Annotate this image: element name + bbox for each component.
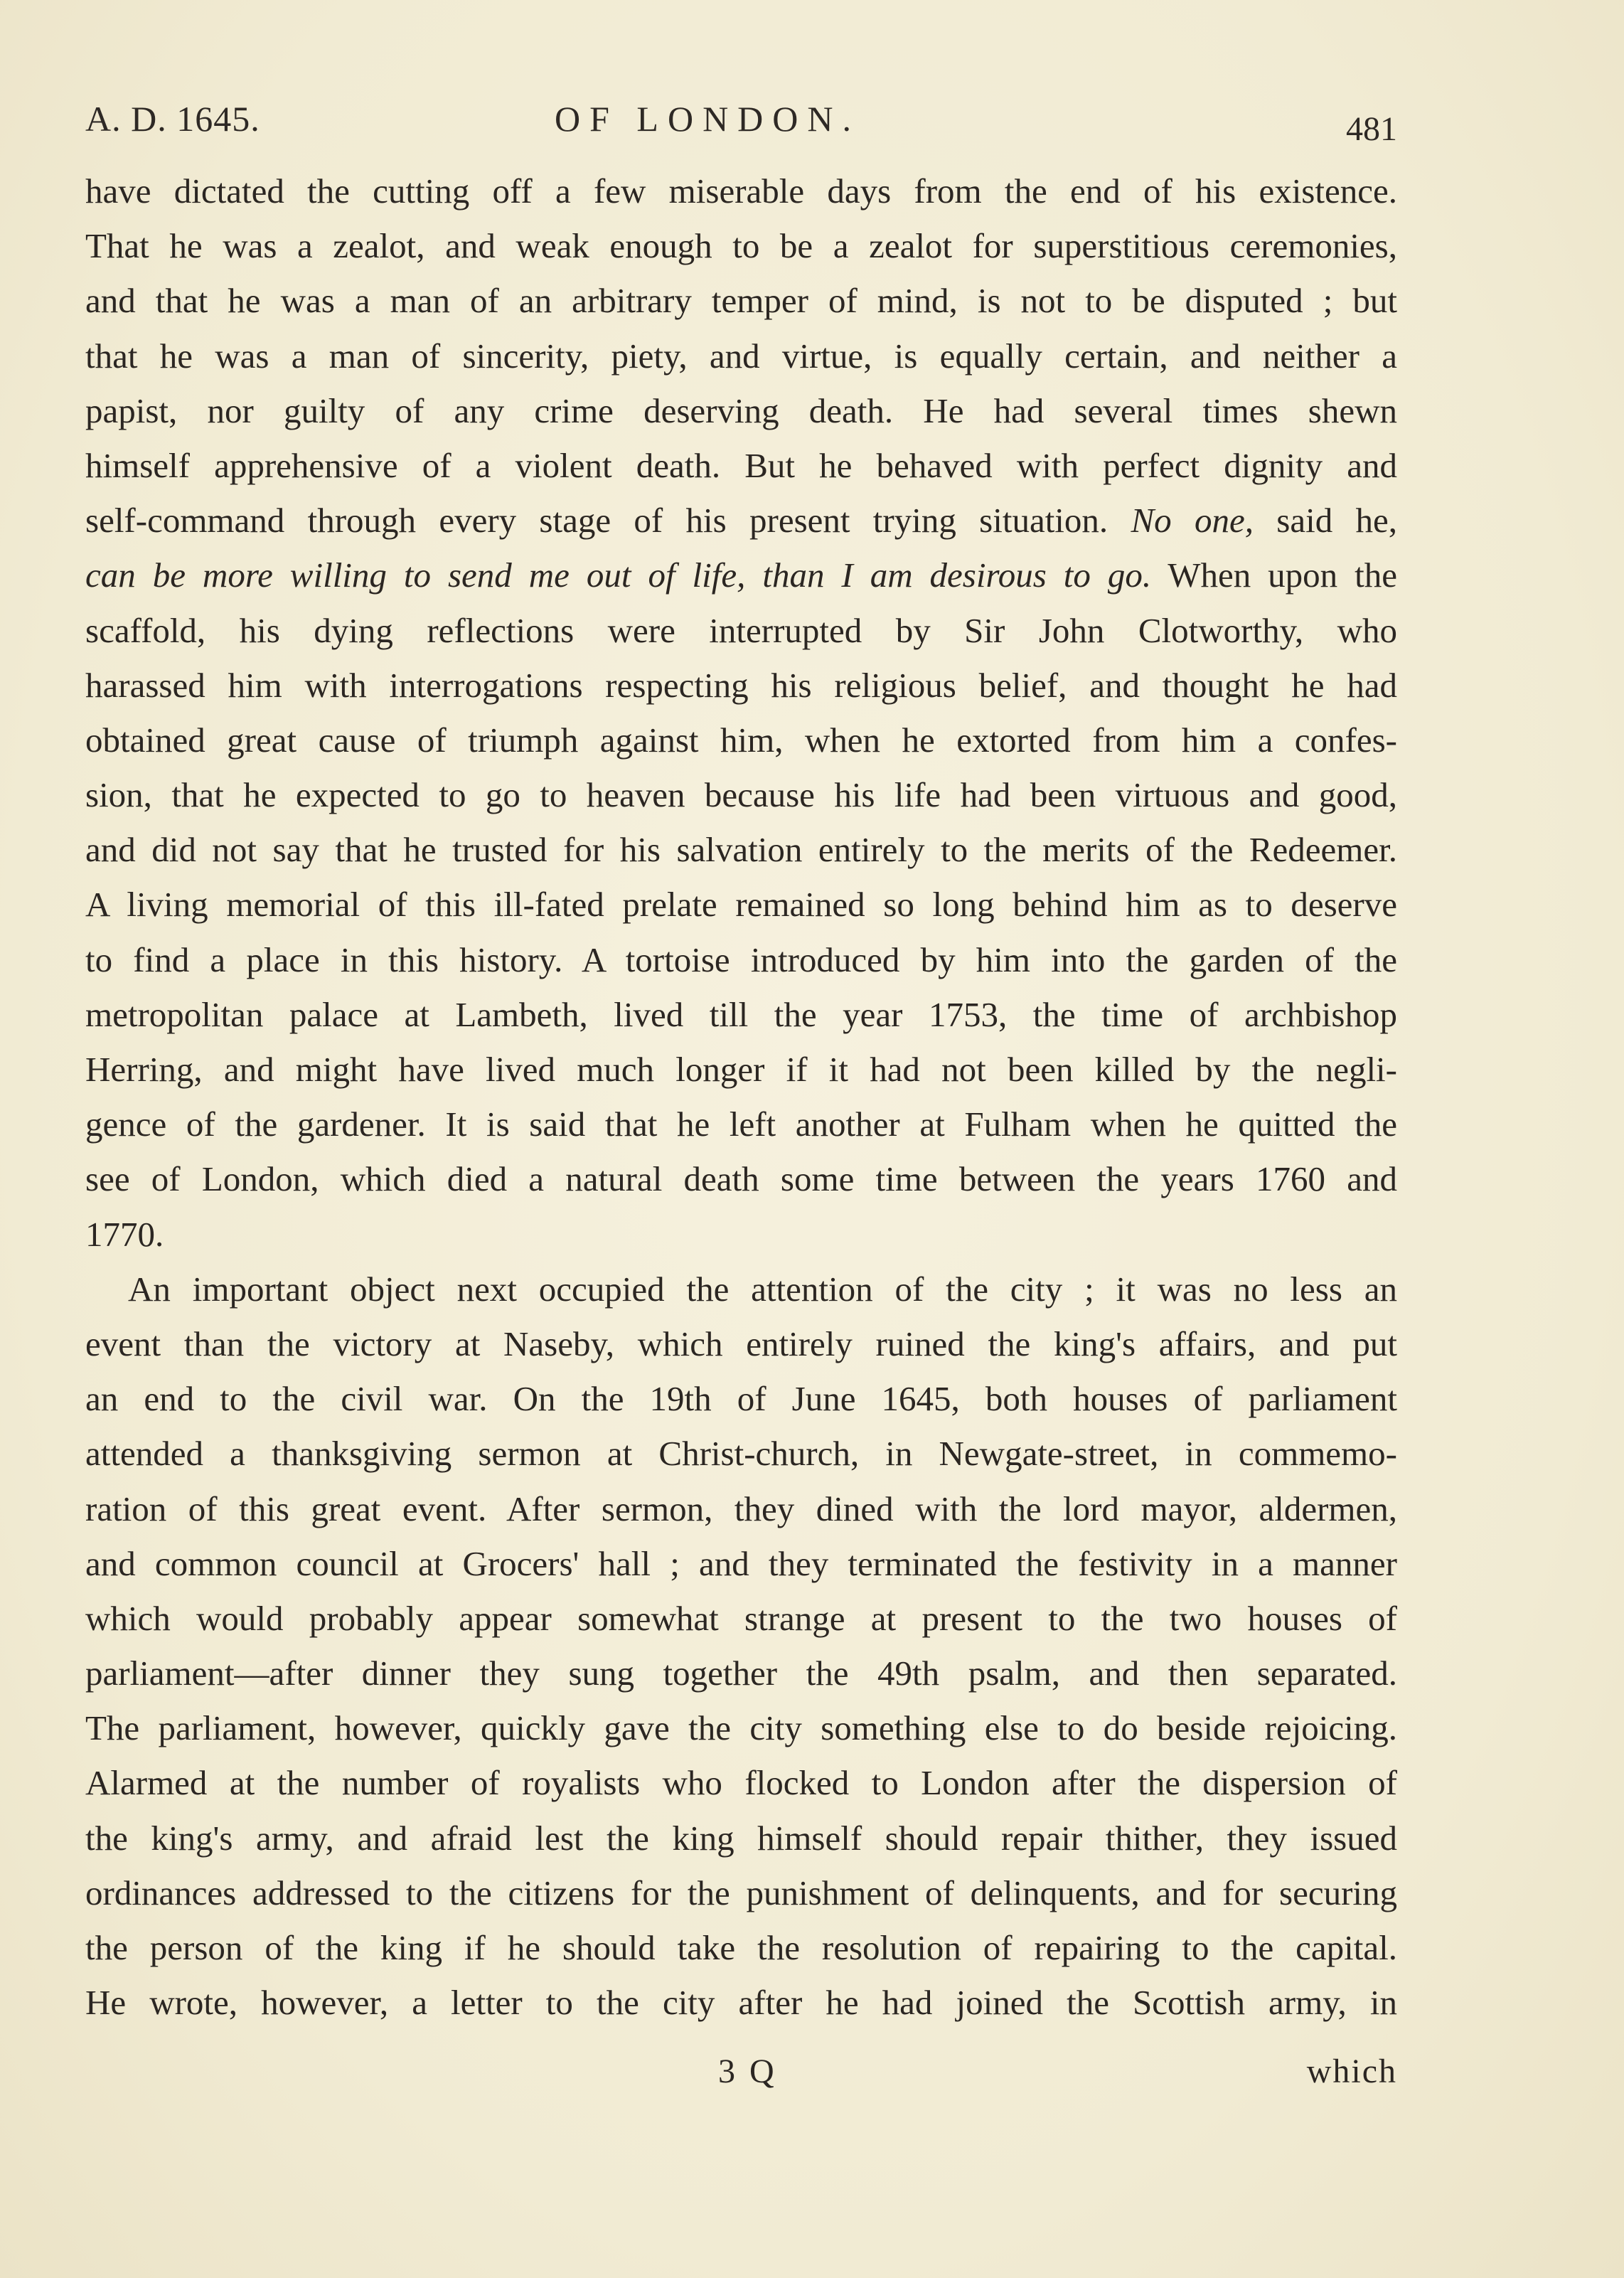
text-line: metropolitan palace at Lambeth, lived till the year 1753, the time of archbishop bbox=[85, 994, 1397, 1034]
text-line: have dictated the cutting off a few miserable days from the end of his existence. bbox=[85, 171, 1397, 211]
text-line: the king's army, and afraid lest the king himself should repair thither, they issued bbox=[85, 1818, 1397, 1858]
text-line: to find a place in this history. A tortoise introduced by him into the garden of the bbox=[85, 940, 1397, 979]
text-line: ordinances addressed to the citizens for the punishment of delinquents, and for securing bbox=[85, 1873, 1397, 1912]
text-line: event than the victory at Naseby, which entirely ruined the king's affairs, and put bbox=[85, 1324, 1397, 1363]
text-line-mixed bbox=[85, 493, 1397, 548]
running-head bbox=[85, 91, 1397, 148]
signature-mark: 3 Q bbox=[718, 2053, 777, 2090]
text-line: papist, nor guilty of any crime deserving death. He had several times shewn bbox=[85, 390, 1397, 430]
text-line: A living memorial of this ill-fated prelate remained so long behind him as to deserve bbox=[85, 885, 1397, 925]
text-line: which would probably appear somewhat strange at present to the two houses of bbox=[85, 1598, 1397, 1638]
text-segment: self-command through every stage of his present trying situation. bbox=[85, 501, 1109, 541]
text-line: harassed him with interrogations respecting his religious belief, and thought he had bbox=[85, 665, 1397, 705]
text-line: That he was a zealot, and weak enough to be a zealot for superstitious ceremonies, bbox=[85, 226, 1397, 266]
text-line: Herring, and might have lived much longer if it had not been killed by the negli- bbox=[85, 1050, 1397, 1089]
text-line: scaffold, his dying reflections were interrupted by Sir John Clotworthy, who bbox=[85, 610, 1397, 650]
text-line: attended a thanksgiving sermon at Christ-church, in Newgate-street, in commemo- bbox=[85, 1434, 1397, 1474]
header-title: OF LONDON. bbox=[555, 99, 860, 139]
italic-quote-start: No one, bbox=[1131, 501, 1254, 541]
text-line: Alarmed at the number of royalists who flocked to London after the dispersion of bbox=[85, 1763, 1397, 1803]
catchword: which bbox=[1306, 2053, 1397, 2090]
text-line: The parliament, however, quickly gave the city something else to do beside rejoicing. bbox=[85, 1708, 1397, 1748]
text-line: see of London, which died a natural death some time between the years 1760 and bbox=[85, 1159, 1397, 1199]
text-line: and did not say that he trusted for his salvation entirely to the merits of the Redeemer. bbox=[85, 830, 1397, 870]
text-line: that he was a man of sincerity, piety, and virtue, is equally certain, and neither a bbox=[85, 336, 1397, 376]
page-number: 481 bbox=[1346, 110, 1397, 148]
text-line: ration of this great event. After sermon, they dined with the lord mayor, aldermen, bbox=[85, 1489, 1397, 1528]
text-line: gence of the gardener. It is said that he left another at Fulham when he quitted the bbox=[85, 1105, 1397, 1144]
text-line: parliament—after dinner they sung together the 49th psalm, and then separated. bbox=[85, 1654, 1397, 1693]
text-segment: When upon the bbox=[1168, 555, 1397, 595]
text-segment: said he, bbox=[1276, 501, 1397, 541]
text-line-mixed bbox=[85, 548, 1397, 602]
text-line: an end to the civil war. On the 19th of June 1645, both houses of parliament bbox=[85, 1379, 1397, 1419]
text-line: himself apprehensive of a violent death. But he behaved with perfect dignity and bbox=[85, 445, 1397, 485]
italic-quote: can be more willing to send me out of life, than I am desirous to go. bbox=[85, 555, 1152, 595]
text-line: and that he was a man of an arbitrary temper of mind, is not to be disputed ; but bbox=[85, 281, 1397, 321]
paragraph-start-line: An important object next occupied the attention of the city ; it was no less an bbox=[128, 1269, 1397, 1309]
text-line: sion, that he expected to go to heaven because his life had been virtuous and good, bbox=[85, 775, 1397, 815]
text-line: obtained great cause of triumph against him, when he extorted from him a confes- bbox=[85, 720, 1397, 760]
header-year: A. D. 1645. bbox=[85, 99, 260, 139]
body-text bbox=[85, 164, 1397, 2030]
text-line: He wrote, however, a letter to the city after he had joined the Scottish army, in bbox=[85, 1983, 1397, 2023]
page-footer bbox=[85, 2052, 1397, 2109]
text-line: the person of the king if he should take the resolution of repairing to the capital. bbox=[85, 1928, 1397, 1967]
text-line: 1770. bbox=[85, 1214, 164, 1254]
text-line: and common council at Grocers' hall ; and they terminated the festivity in a manner bbox=[85, 1543, 1397, 1583]
